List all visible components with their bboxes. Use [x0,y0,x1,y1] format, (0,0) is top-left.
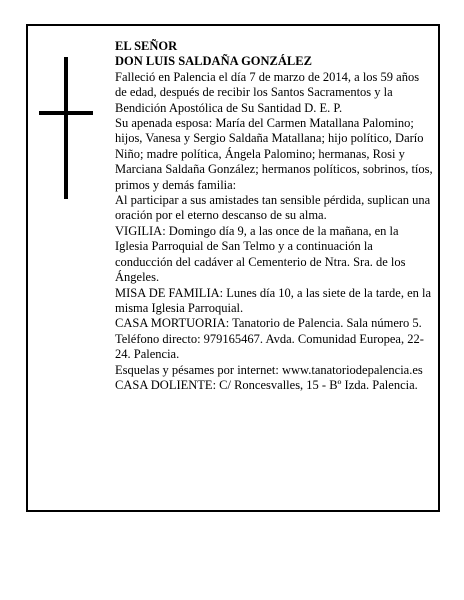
prayer-request: Al participar a sus amistades tan sensible pérdida, suplican una oración por el eterno descanso de su alma. [115,193,431,223]
cross-horizontal-bar [39,111,93,115]
title-line-1: EL SEÑOR [115,39,178,53]
obituary-notice [26,24,440,512]
online-condolences: Esquelas y pésames por internet: www.tanatoriodepalencia.es [115,362,423,377]
vigil-info: VIGILIA: Domingo día 9, a las once de la mañana, en la Iglesia Parroquial de San Telmo y a continuación la conducción del cadáver al Cementerio de Ntra. Sra. de los Ángeles. [115,223,406,285]
family-home-address: CASA DOLIENTE: C/ Roncesvalles, 15 - Bº Izda. Palencia. [115,377,418,392]
cross-icon [39,57,93,199]
death-announcement: Falleció en Palencia el día 7 de marzo de 2014, a los 59 años de edad, después de recibir los Santos Sacramentos y la Bendición Apostólica de Su Santidad D. E. P. [115,69,420,115]
obituary-text [115,39,433,393]
funeral-home-info: CASA MORTUORIA: Tanatorio de Palencia. Sala número 5. Teléfono directo: 979165467. Avda. Comunidad Europea, 22-24. Palencia. [115,316,424,362]
family-mass-info: MISA DE FAMILIA: Lunes día 10, a las siete de la tarde, en la misma Iglesia Parroquial. [115,285,432,315]
cross-vertical-bar [64,57,68,199]
family-list: Su apenada esposa: María del Carmen Matallana Palomino; hijos, Vanesa y Sergio Saldaña Matallana; hijo político, Darío Niño; madre política, Ángela Palomino; hermanas, Rosi y Marciana Saldaña González; hermanos políticos, sobrinos, tíos, primos y demás familia: [115,116,433,192]
deceased-name: DON LUIS SALDAÑA GONZÁLEZ [115,54,312,69]
